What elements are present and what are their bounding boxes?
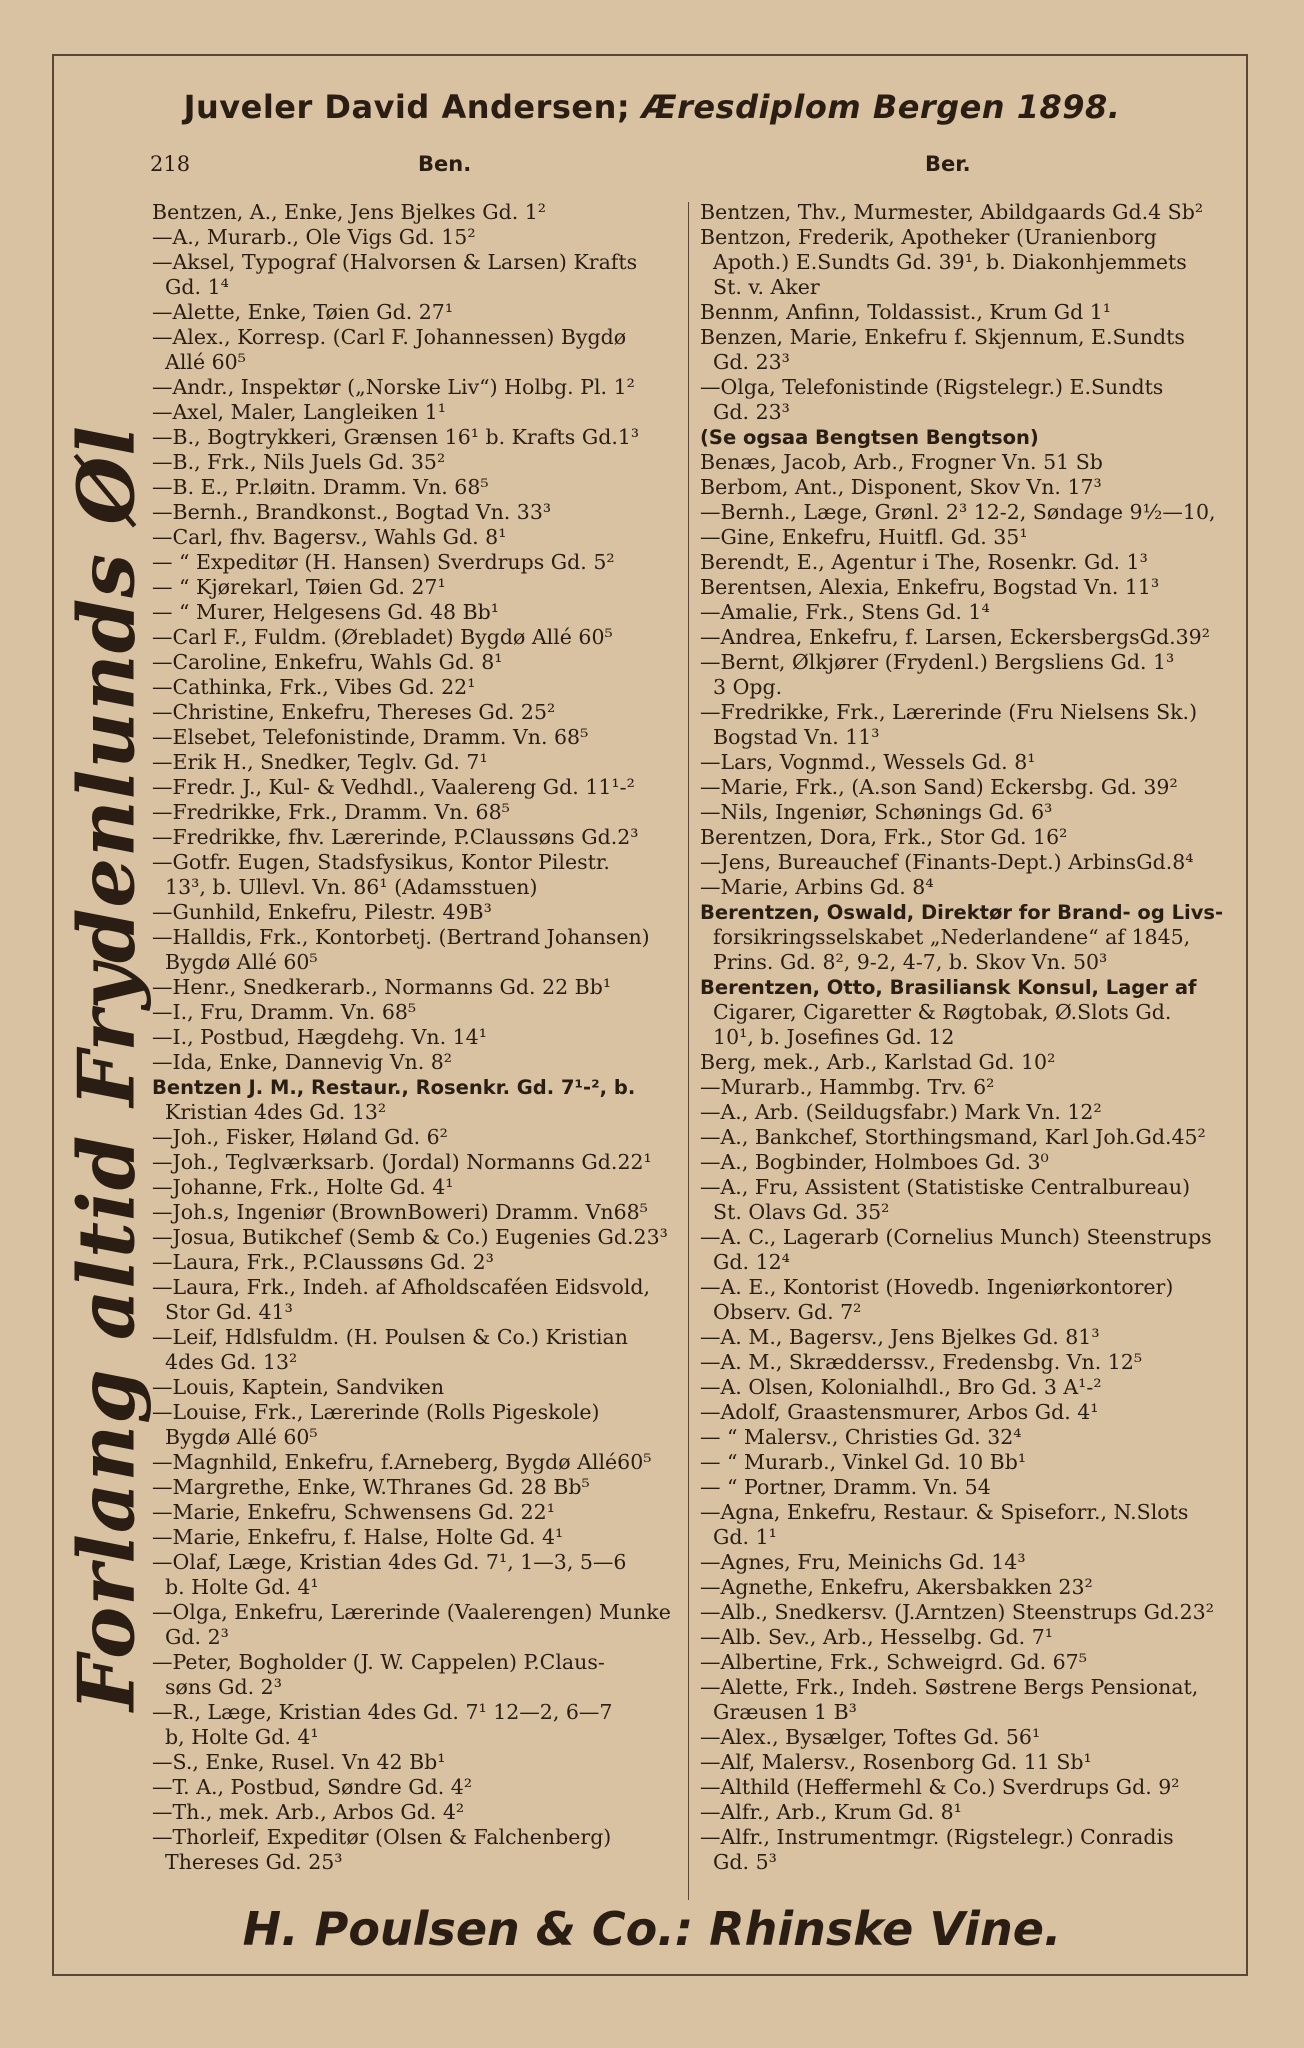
directory-entry-line: —Agnethe, Enkefru, Akersbakken 23² [700,1575,1093,1599]
directory-entry-line: —Th., mek. Arb., Arbos Gd. 4² [152,1800,465,1824]
directory-entry-line: —T. A., Postbud, Søndre Gd. 4² [152,1775,473,1799]
directory-entry-line: 4des Gd. 13² [152,1350,298,1374]
directory-entry-line: —Fredr. J., Kul- & Vedhdl., Vaalereng Gd. 11¹-² [152,775,635,799]
directory-entry-line: —A., Murarb., Ole Vigs Gd. 15² [152,225,476,249]
directory-entry-line: —Agna, Enkefru, Restaur. & Spiseforr., N.Slots [700,1500,1189,1524]
directory-entry-line: —Lars, Vognmd., Wessels Gd. 8¹ [700,750,1036,774]
directory-entry-line: Græusen 1 B³ [700,1700,857,1724]
directory-entry-line: Berentsen, Alexia, Enkefru, Bogstad Vn. 11³ [700,575,1160,599]
directory-entry-line: —Ida, Enke, Dannevig Vn. 8² [152,1050,453,1074]
directory-entry-line: Allé 60⁵ [152,350,246,374]
column-divider [688,202,689,1900]
directory-entry-line: Gd. 5³ [700,1850,777,1874]
directory-entry-line: —Aksel, Typograf (Halvorsen & Larsen) Krafts [152,250,638,274]
directory-entry-line: Bygdø Allé 60⁵ [152,1425,318,1449]
side-advertisement: Forlang altid Frydenlunds Øl [61,425,153,1711]
directory-entry-line: —Alfr., Instrumentmgr. (Rigstelegr.) Conradis [700,1825,1174,1849]
directory-entry-line: Gd. 1⁴ [152,275,229,299]
directory-entry-line: —B., Frk., Nils Juels Gd. 35² [152,450,446,474]
top-ad-jeweler: Juveler David Andersen; [183,88,631,126]
directory-entry-line: — “ Expeditør (H. Hansen) Sverdrups Gd. 5² [152,550,615,574]
directory-entry-line: —Olaf, Læge, Kristian 4des Gd. 7¹, 1—3, 5—6 [152,1550,627,1574]
top-advertisement [0,88,1304,126]
directory-entry-line: —Marie, Arbins Gd. 8⁴ [700,875,934,899]
directory-entry-line: —Elsebet, Telefonistinde, Dramm. Vn. 68⁵ [152,725,589,749]
right-column [700,200,1245,1875]
directory-entry-line: Observ. Gd. 7² [700,1300,862,1324]
directory-entry-line: —Louis, Kaptein, Sandviken [152,1375,445,1399]
directory-entry-line: —Bernh., Læge, Grønl. 2³ 12-2, Søndage 9½—10, [700,500,1216,524]
directory-entry-line: Bennm, Anfinn, Toldassist., Krum Gd 1¹ [700,300,1111,324]
directory-entry-line: —Peter, Bogholder (J. W. Cappelen) P.Claus- [152,1650,605,1674]
directory-entry-line: —Caroline, Enkefru, Wahls Gd. 8¹ [152,650,503,674]
directory-entry-line: —Alf, Malersv., Rosenborg Gd. 11 Sb¹ [700,1750,1092,1774]
directory-entry-line: Gd. 1¹ [700,1525,777,1549]
directory-entry-line: Gd. 23³ [700,400,790,424]
directory-entry-line: —Althild (Heffermehl & Co.) Sverdrups Gd. 9² [700,1775,1180,1799]
directory-entry-line: —B. E., Pr.løitn. Dramm. Vn. 68⁵ [152,475,489,499]
bottom-advertisement: H. Poulsen & Co.: Rhinske Vine. [242,1902,1062,1956]
directory-entry-line: —A., Bankchef, Storthingsmand, Karl Joh.Gd.45² [700,1125,1206,1149]
directory-entry-line: —Albertine, Frk., Schweigrd. Gd. 67⁵ [700,1650,1087,1674]
directory-entry-line: —A., Bogbinder, Holmboes Gd. 3⁰ [700,1150,1049,1174]
directory-entry-line: —Johanne, Frk., Holte Gd. 4¹ [152,1175,454,1199]
directory-entry-line: —I., Postbud, Hægdehg. Vn. 14¹ [152,1025,487,1049]
directory-entry-line: Berentzen, Oswald, Direktør for Brand- og Livs- [700,901,1224,924]
directory-entry-line: — “ Murarb., Vinkel Gd. 10 Bb¹ [700,1450,1027,1474]
directory-entry-line: — “ Malersv., Christies Gd. 32⁴ [700,1425,1022,1449]
directory-entry-line: —Andrea, Enkefru, f. Larsen, EckersbergsGd.39² [700,625,1210,649]
directory-entry-line: Cigarer, Cigaretter & Røgtobak, Ø.Slots Gd. [700,1000,1172,1024]
left-column [152,200,684,1875]
directory-entry-line: —Christine, Enkefru, Thereses Gd. 25² [152,700,556,724]
directory-entry-line: —Bernh., Brandkonst., Bogtad Vn. 33³ [152,500,552,524]
directory-entry-line: forsikringsselskabet „Nederlandene“ af 1845, [700,925,1191,949]
directory-entry-line: —Alb. Sev., Arb., Hesselbg. Gd. 7¹ [700,1625,1053,1649]
directory-entry-line: St. v. Aker [700,275,820,299]
directory-entry-line: —Marie, Frk., (A.son Sand) Eckersbg. Gd. 39² [700,775,1178,799]
directory-entry-line: Berg, mek., Arb., Karlstad Gd. 10² [700,1050,1056,1074]
directory-entry-line: Stor Gd. 41³ [152,1300,293,1324]
directory-entry-line: —Thorleif, Expeditør (Olsen & Falchenberg) [152,1825,612,1849]
directory-entry-line: —A. E., Kontorist (Hovedb. Ingeniørkontorer) [700,1275,1174,1299]
directory-entry-line: 10¹, b. Josefines Gd. 12 [700,1025,955,1049]
directory-entry-line: —Erik H., Snedker, Teglv. Gd. 7¹ [152,750,488,774]
directory-entry-line: —Alette, Frk., Indeh. Søstrene Bergs Pensionat, [700,1675,1199,1699]
directory-entry-line: —I., Fru, Dramm. Vn. 68⁵ [152,1000,417,1024]
directory-entry-line: —Murarb., Hammbg. Trv. 6² [700,1075,995,1099]
directory-entry-line: Bentzen, A., Enke, Jens Bjelkes Gd. 1² [152,200,546,224]
directory-entry-line: Gd. 2³ [152,1625,229,1649]
directory-entry-line: —Marie, Enkefru, f. Halse, Holte Gd. 4¹ [152,1525,564,1549]
directory-entry-line: —Fredrikke, Frk., Lærerinde (Fru Nielsens Sk.) [700,700,1198,724]
directory-entry-line: Prins. Gd. 8², 9-2, 4-7, b. Skov Vn. 50³ [700,950,1108,974]
directory-entry-line: —Laura, Frk., P.Claussøns Gd. 2³ [152,1250,494,1274]
right-column-head: Ber. [925,152,971,176]
directory-entry-line: —Carl F., Fuldm. (Ørebladet) Bygdø Allé 60⁵ [152,625,613,649]
directory-entry-line: 13³, b. Ullevl. Vn. 86¹ (Adamsstuen) [152,875,538,899]
directory-entry-line: b, Holte Gd. 4¹ [152,1725,319,1749]
directory-entry-line: —Marie, Enkefru, Schwensens Gd. 22¹ [152,1500,555,1524]
directory-entry-line: —Alette, Enke, Tøien Gd. 27¹ [152,300,454,324]
directory-entry-line: Bentzen J. M., Restaur., Rosenkr. Gd. 7¹-², b. [152,1076,636,1099]
directory-entry-line: Berendt, E., Agentur i The, Rosenkr. Gd. 1³ [700,550,1148,574]
directory-entry-line: —Gotfr. Eugen, Stadsfysikus, Kontor Pilestr. [152,850,610,874]
directory-entry-line: Bogstad Vn. 11³ [700,725,880,749]
directory-entry-line: Benæs, Jacob, Arb., Frogner Vn. 51 Sb [700,450,1103,474]
directory-entry-line: —Alfr., Arb., Krum Gd. 8¹ [700,1800,962,1824]
directory-entry-line: —Leif, Hdlsfuldm. (H. Poulsen & Co.) Kristian [152,1325,628,1349]
directory-entry-line: (Se ogsaa Bengtsen Bengtson) [700,426,1039,449]
directory-entry-line: —Carl, fhv. Bagersv., Wahls Gd. 8¹ [152,525,507,549]
directory-entry-line: — “ Kjørekarl, Tøien Gd. 27¹ [152,575,446,599]
directory-entry-line: — “ Portner, Dramm. Vn. 54 [700,1475,991,1499]
directory-entry-line: —Jens, Bureauchef (Finants-Dept.) ArbinsGd.8⁴ [700,850,1194,874]
directory-entry-line: Gd. 12⁴ [700,1250,790,1274]
directory-entry-line: — “ Murer, Helgesens Gd. 48 Bb¹ [152,600,499,624]
directory-entry-line: Berbom, Ant., Disponent, Skov Vn. 17³ [700,475,1102,499]
directory-entry-line: —Alex., Korresp. (Carl F. Johannessen) Bygdø [152,325,627,349]
directory-entry-line: —Axel, Maler, Langleiken 1¹ [152,400,447,424]
directory-entry-line: —S., Enke, Rusel. Vn 42 Bb¹ [152,1750,446,1774]
directory-entry-line: —Olga, Enkefru, Lærerinde (Vaalerengen) Munke [152,1600,671,1624]
directory-entry-line: Berentzen, Dora, Frk., Stor Gd. 16² [700,825,1068,849]
directory-entry-line: Bygdø Allé 60⁵ [152,950,318,974]
directory-entry-line: Gd. 23³ [700,350,790,374]
directory-entry-line: —Adolf, Graastensmurer, Arbos Gd. 4¹ [700,1400,1099,1424]
directory-entry-line: —Nils, Ingeniør, Schønings Gd. 6³ [700,800,1053,824]
directory-entry-line: —A. M., Skrædderssv., Fredensbg. Vn. 12⁵ [700,1350,1143,1374]
directory-entry-line: St. Olavs Gd. 35² [700,1200,890,1224]
directory-entry-line: —Magnhild, Enkefru, f.Arneberg, Bygdø Allé60⁵ [152,1450,652,1474]
directory-entry-line: —Bernt, Ølkjører (Frydenl.) Bergsliens Gd. 1³ [700,650,1175,674]
directory-entry-line: —Alex., Bysælger, Toftes Gd. 56¹ [700,1725,1041,1749]
directory-entry-line: —Gine, Enkefru, Huitfl. Gd. 35¹ [700,525,1028,549]
directory-entry-line: —Laura, Frk., Indeh. af Afholdscaféen Eidsvold, [152,1275,651,1299]
directory-entry-line: b. Holte Gd. 4¹ [152,1575,319,1599]
directory-entry-line: —Louise, Frk., Lærerinde (Rolls Pigeskole) [152,1400,600,1424]
directory-entry-line: Benzen, Marie, Enkefru f. Skjennum, E.Sundts [700,325,1185,349]
directory-entry-line: —A. C., Lagerarb (Cornelius Munch) Steenstrups [700,1225,1212,1249]
directory-entry-line: Bentzen, Thv., Murmester, Abildgaards Gd.4 Sb² [700,200,1204,224]
directory-entry-line: søns Gd. 2³ [152,1675,282,1699]
directory-entry-line: Kristian 4des Gd. 13² [152,1100,387,1124]
directory-entry-line: —A. Olsen, Kolonialhdl., Bro Gd. 3 A¹-² [700,1375,1102,1399]
directory-entry-line: —Halldis, Frk., Kontorbetj. (Bertrand Johansen) [152,925,650,949]
directory-entry-line: Thereses Gd. 25³ [152,1850,343,1874]
directory-entry-line: —Olga, Telefonistinde (Rigstelegr.) E.Sundts [700,375,1164,399]
directory-entry-line: —Andr., Inspektør („Norske Liv“) Holbg. Pl. 1² [152,375,635,399]
directory-entry-line: —Gunhild, Enkefru, Pilestr. 49B³ [152,900,492,924]
directory-entry-line: —R., Læge, Kristian 4des Gd. 7¹ 12—2, 6—7 [152,1700,613,1724]
directory-entry-line: —Joh.s, Ingeniør (BrownBoweri) Dramm. Vn68⁵ [152,1200,648,1224]
page-number: 218 [150,152,191,176]
directory-entry-line: —Josua, Butikchef (Semb & Co.) Eugenies Gd.23³ [152,1225,668,1249]
left-column-head: Ben. [418,152,472,176]
top-ad-diploma: Æresdiplom Bergen 1898. [641,88,1121,126]
directory-entry-line: —Joh., Fisker, Høland Gd. 6² [152,1125,448,1149]
directory-entry-line: —B., Bogtrykkeri, Grænsen 16¹ b. Krafts Gd.1³ [152,425,640,449]
directory-entry-line: —Henr., Snedkerarb., Normanns Gd. 22 Bb¹ [152,975,612,999]
directory-entry-line: —Agnes, Fru, Meinichs Gd. 14³ [700,1550,1026,1574]
directory-entry-line: 3 Opg. [700,675,783,699]
directory-entry-line: —Joh., Teglværksarb. (Jordal) Normanns Gd.22¹ [152,1150,652,1174]
directory-entry-line: —Amalie, Frk., Stens Gd. 1⁴ [700,600,990,624]
directory-entry-line: Apoth.) E.Sundts Gd. 39¹, b. Diakonhjemmets [700,250,1187,274]
directory-entry-line: Bentzon, Frederik, Apotheker (Uranienborg [700,225,1157,249]
directory-entry-line: —A., Arb. (Seildugsfabr.) Mark Vn. 12² [700,1100,1102,1124]
directory-entry-line: Berentzen, Otto, Brasiliansk Konsul, Lager af [700,976,1197,999]
directory-entry-line: —Margrethe, Enke, W.Thranes Gd. 28 Bb⁵ [152,1475,590,1499]
directory-entry-line: —Fredrikke, fhv. Lærerinde, P.Claussøns Gd.2³ [152,825,639,849]
directory-entry-line: —Alb., Snedkersv. (J.Arntzen) Steenstrups Gd.23² [700,1600,1214,1624]
directory-entry-line: —Fredrikke, Frk., Dramm. Vn. 68⁵ [152,800,510,824]
directory-entry-line: —A., Fru, Assistent (Statistiske Centralbureau) [700,1175,1191,1199]
directory-entry-line: —A. M., Bagersv., Jens Bjelkes Gd. 81³ [700,1325,1100,1349]
directory-entry-line: —Cathinka, Frk., Vibes Gd. 22¹ [152,675,476,699]
